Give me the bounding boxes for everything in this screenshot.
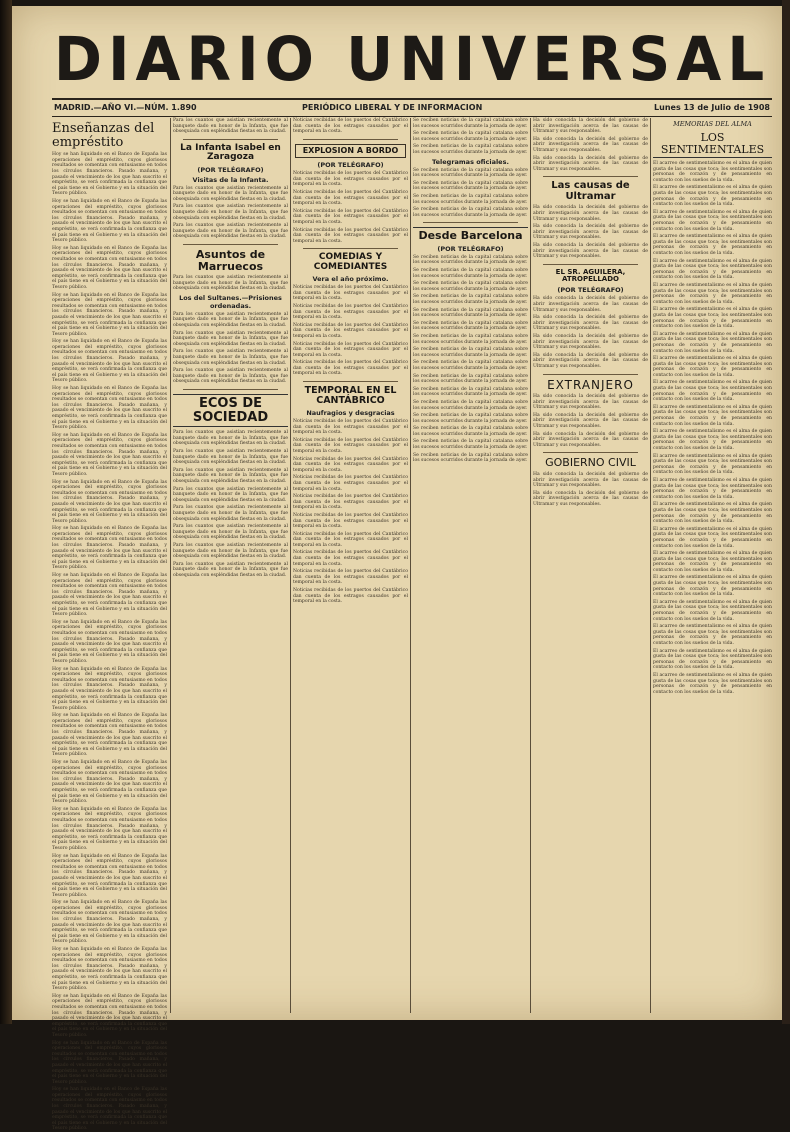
- subhead: (POR TELÉGRAFO): [317, 161, 384, 170]
- article-text: Ha sido conocida la decisión del gobierno de abrir investigación acerca de las causas de Ultramar y sus responsables.: [533, 394, 648, 411]
- article-text: Se reciben noticias de la capital catalana sobre los sucesos ocurridos durante la jornada de ayer.: [413, 118, 528, 129]
- article-text: Noticias recibidas de los puertos del Cantábrico dan cuenta de los estragos causados por el temporal en la costa.: [293, 569, 408, 586]
- article-text: Ha sido conocida la decisión del gobierno de abrir investigación acerca de las causas de Ultramar y sus responsables.: [533, 136, 648, 153]
- column-6: [653, 118, 772, 1013]
- article-text: Para los cuantos que asistían recientemente al banquete dado en honor de la Infanta, que fue obsequiada con espléndidas fiestas en la ciudad.: [173, 542, 288, 560]
- article-text: Hoy se han liquidado en el Banco de España las operaciones del empréstito, cuyos gloriosos resultados se comentan con entusiasmo en todos los círculos financieros. Pasado mañana, y pasado el vencimiento de los que han suscrito el empréstito, se verá confirmada la confianza que el país tiene en el Gobierno y en la situación del Tesoro público.: [52, 666, 167, 711]
- subhead: Naufragios y desgracias: [306, 409, 395, 418]
- article-text: Se reciben noticias de la capital catalana sobre los sucesos ocurridos durante la jornada de ayer.: [413, 167, 528, 179]
- article-text: Ha sido conocida la decisión del gobierno de abrir investigación acerca de las causas de Ultramar y sus responsables.: [533, 118, 648, 135]
- article-text: Se reciben noticias de la capital catalana sobre los sucesos ocurridos durante la jornada de ayer.: [413, 452, 528, 464]
- article-text: Para los cuantos que asistían recientemente al banquete dado en honor de la Infanta, que fue obsequiada con espléndidas fiestas en la ciudad.: [173, 561, 288, 578]
- headline-temporal: TEMPORAL EN EL CANTÁBRICO: [304, 385, 397, 407]
- article-text: El acarreo de sentimentalismo es el alma de quien gusta de las cosas que toca; los sentimentales son personas de corazón y de pensamiento en contacto con los sueños de la vida.: [653, 672, 772, 695]
- article-text: Para los cuantos que asistían recientemente al banquete dado en honor de la Infanta, que fue obsequiada con espléndidas fiestas en la ciudad.: [173, 449, 288, 466]
- article-text: Hoy se han liquidado en el Banco de España las operaciones del empréstito, cuyos gloriosos resultados se comentan con entusiasmo en todos los círculos financieros. Pasado mañana, y pasado el vencimiento de los que han suscrito el empréstito, se verá confirmada la confianza que el país tiene en el Gobierno y en la situación del Tesoro público.: [52, 479, 167, 524]
- article-text: Ha sido conocida la decisión del gobierno de abrir investigación acerca de las causas de Ultramar y sus responsables.: [533, 431, 648, 448]
- column-4: [413, 118, 528, 1013]
- headline-comedias: COMEDIAS Y COMEDIANTES: [313, 252, 388, 272]
- article-text: Hoy se han liquidado en el Banco de España las operaciones del empréstito, cuyos gloriosos resultados se comentan con entusiasmo en todos los círculos financieros. Pasado mañana, y pasado el vencimiento de los que han suscrito el empréstito, se verá confirmada la confianza que el país tiene en el Gobierno y en la situación del Tesoro público.: [52, 432, 167, 477]
- headline-extranjero: EXTRANJERO: [547, 377, 634, 392]
- subhead: Los del Sultanes.—Prisiones ordenadas.: [179, 293, 282, 310]
- article-text: Ha sido conocida la decisión del gobierno de abrir investigación acerca de las causas de Ultramar y sus responsables.: [533, 471, 648, 489]
- article-text: El acarreo de sentimentalismo es el alma de quien gusta de las cosas que toca; los sentimentales son personas de corazón y de pensamiento en contacto con los sueños de la vida.: [653, 258, 772, 281]
- article-text: Ha sido conocida la decisión del gobierno de abrir investigación acerca de las causas de Ultramar y sus responsables.: [533, 296, 648, 313]
- article-text: Se reciben noticias de la capital catalana sobre los sucesos ocurridos durante la jornada de ayer.: [413, 144, 528, 155]
- article-text: El acarreo de sentimentalismo es el alma de quien gusta de las cosas que toca; los sentimentales son personas de corazón y de pensamiento en contacto con los sueños de la vida.: [653, 282, 772, 305]
- article-text: Hoy se han liquidado en el Banco de España las operaciones del empréstito, cuyos gloriosos resultados se comentan con entusiasmo en todos los círculos financieros. Pasado mañana, y pasado el vencimiento de los que han suscrito el empréstito, se verá confirmada la confianza que el país tiene en el Gobierno y en la situación del Tesoro público.: [52, 573, 167, 618]
- article-text: Noticias recibidas de los puertos del Cantábrico dan cuenta de los estragos causados por el temporal en la costa.: [293, 550, 408, 567]
- article-text: Noticias recibidas de los puertos del Cantábrico dan cuenta de los estragos causados por el temporal en la costa.: [293, 285, 408, 302]
- article-text: El acarreo de sentimentalismo es el alma de quien gusta de las cosas que toca; los sentimentales son personas de corazón y de pensamiento en contacto con los sueños de la vida.: [653, 502, 772, 525]
- article-text: Hoy se han liquidado en el Banco de España las operaciones del empréstito, cuyos gloriosos resultados se comentan con entusiasmo en todos los círculos financieros. Pasado mañana, y pasado el vencimiento de los que han suscrito el empréstito, se verá confirmada la confianza que el país tiene en el Gobierno y en la situación del Tesoro público.: [52, 947, 167, 992]
- kicker: MEMORIAS DEL ALMA: [673, 120, 752, 128]
- article-text: Noticias recibidas de los puertos del Cantábrico dan cuenta de los estragos causados por el temporal en la costa.: [293, 171, 408, 188]
- article-text: Noticias recibidas de los puertos del Cantábrico dan cuenta de los estragos causados por el temporal en la costa.: [293, 227, 408, 244]
- article-text: Noticias recibidas de los puertos del Cantábrico dan cuenta de los estragos causados por el temporal en la costa.: [293, 341, 408, 358]
- article-text: Para los cuantos que asistían recientemente al banquete dado en honor de la Infanta, que fue obsequiada con espléndidas fiestas en la ciudad.: [173, 349, 288, 366]
- article-text: El acarreo de sentimentalismo es el alma de quien gusta de las cosas que toca; los sentimentales son personas de corazón y de pensamiento en contacto con los sueños de la vida.: [653, 356, 772, 378]
- column-1: [52, 118, 167, 1132]
- article-text: Noticias recibidas de los puertos del Cantábrico dan cuenta de los estragos causados por el temporal en la costa.: [293, 118, 408, 135]
- article-text: El acarreo de sentimentalismo es el alma de quien gusta de las cosas que toca; los sentimentales son personas de corazón y de pensamiento en contacto con los sueños de la vida.: [653, 599, 772, 622]
- article-text: Hoy se han liquidado en el Banco de España las operaciones del empréstito, cuyos gloriosos resultados se comentan con entusiasmo en todos los círculos financieros. Pasado mañana, y pasado el vencimiento de los que han suscrito el empréstito, se verá confirmada la confianza que el país tiene en el Gobierno y en la situación del Tesoro público.: [52, 1087, 167, 1132]
- article-text: Noticias recibidas de los puertos del Cantábrico dan cuenta de los estragos causados por el temporal en la costa.: [293, 456, 408, 473]
- article-text: El acarreo de sentimentalismo es el alma de quien gusta de las cosas que toca; los sentimentales son personas de corazón y de pensamiento en contacto con los sueños de la vida.: [653, 429, 772, 451]
- article-text: Ha sido conocida la decisión del gobierno de abrir investigación acerca de las causas de Ultramar y sus responsables.: [533, 155, 648, 172]
- article-text: Se reciben noticias de la capital catalana sobre los sucesos ocurridos durante la jornada de ayer.: [413, 333, 528, 345]
- subhead: (POR TELÉGRAFO): [557, 286, 624, 295]
- article-text: Para los cuantos que asistían recientemente al banquete dado en honor de la Infanta, que fue obsequiada con espléndidas fiestas en la ciudad.: [173, 185, 288, 202]
- article-text: El acarreo de sentimentalismo es el alma de quien gusta de las cosas que toca; los sentimentales son personas de corazón y de pensamiento en contacto con los sueños de la vida.: [653, 526, 772, 549]
- article-text: Se reciben noticias de la capital catalana sobre los sucesos ocurridos durante la jornada de ayer.: [413, 386, 528, 398]
- article-text: Hoy se han liquidado en el Banco de España las operaciones del empréstito, cuyos gloriosos resultados se comentan con entusiasmo en todos los círculos financieros. Pasado mañana, y pasado el vencimiento de los que han suscrito el empréstito, se verá confirmada la confianza que el país tiene en el Gobierno y en la situación del Tesoro público.: [52, 199, 167, 244]
- issue-number: MADRID.—AÑO VI.—NÚM. 1.890: [54, 103, 197, 112]
- article-text: Ha sido conocida la decisión del gobierno de abrir investigación acerca de las causas de Ultramar y sus responsables.: [533, 412, 648, 430]
- headline-aguilera: EL SR. AGUILERA, ATROPELLADO: [555, 267, 626, 284]
- article-text: Ha sido conocida la decisión del gobierno de abrir investigación acerca de las causas de Ultramar y sus responsables.: [533, 315, 648, 332]
- article-text: Hoy se han liquidado en el Banco de España las operaciones del empréstito, cuyos gloriosos resultados se comentan con entusiasmo en todos los círculos financieros. Pasado mañana, y pasado el vencimiento de los que han suscrito el empréstito, se verá confirmada la confianza que el país tiene en el Gobierno y en la situación del Tesoro público.: [52, 1040, 167, 1085]
- article-text: Ha sido conocida la decisión del gobierno de abrir investigación acerca de las causas de Ultramar y sus responsables.: [533, 242, 648, 260]
- article-text: Hoy se han liquidado en el Banco de España las operaciones del empréstito, cuyos gloriosos resultados se comentan con entusiasmo en todos los círculos financieros. Pasado mañana, y pasado el vencimiento de los que han suscrito el empréstito, se verá confirmada la confianza que el país tiene en el Gobierno y en la situación del Tesoro público.: [52, 806, 167, 851]
- article-text: Noticias recibidas de los puertos del Cantábrico dan cuenta de los estragos causados por el temporal en la costa.: [293, 303, 408, 321]
- article-text: El acarreo de sentimentalismo es el alma de quien gusta de las cosas que toca; los sentimentales son personas de corazón y de pensamiento en contacto con los sueños de la vida.: [653, 624, 772, 646]
- article-text: Hoy se han liquidado en el Banco de España las operaciones del empréstito, cuyos gloriosos resultados se comentan con entusiasmo en todos los círculos financieros. Pasado mañana, y pasado el vencimiento de los que han suscrito el empréstito, se verá confirmada la confianza que el país tiene en el Gobierno y en la situación del Tesoro público.: [52, 339, 167, 384]
- article-text: Noticias recibidas de los puertos del Cantábrico dan cuenta de los estragos causados por el temporal en la costa.: [293, 322, 408, 339]
- article-text: Se reciben noticias de la capital catalana sobre los sucesos ocurridos durante la jornada de ayer.: [413, 360, 528, 371]
- article-text: El acarreo de sentimentalismo es el alma de quien gusta de las cosas que toca; los sentimentales son personas de corazón y de pensamiento en contacto con los sueños de la vida.: [653, 453, 772, 476]
- article-text: Hoy se han liquidado en el Banco de España las operaciones del empréstito, cuyos gloriosos resultados se comentan con entusiasmo en todos los círculos financieros. Pasado mañana, y pasado el vencimiento de los que han suscrito el empréstito, se verá confirmada la confianza que el país tiene en el Gobierno y en la situación del Tesoro público.: [52, 619, 167, 664]
- article-text: Hoy se han liquidado en el Banco de España las operaciones del empréstito, cuyos gloriosos resultados se comentan con entusiasmo en todos los círculos financieros. Pasado mañana, y pasado el vencimiento de los que han suscrito el empréstito, se verá confirmada la confianza que el país tiene en el Gobierno y en la situación del Tesoro público.: [52, 713, 167, 758]
- article-text: El acarreo de sentimentalismo es el alma de quien gusta de las cosas que toca; los sentimentales son personas de corazón y de pensamiento en contacto con los sueños de la vida.: [653, 477, 772, 500]
- article-text: Ha sido conocida la decisión del gobierno de abrir investigación acerca de las causas de Ultramar y sus responsables.: [533, 333, 648, 351]
- article-text: Hoy se han liquidado en el Banco de España las operaciones del empréstito, cuyos gloriosos resultados se comentan con entusiasmo en todos los círculos financieros. Pasado mañana, y pasado el vencimiento de los que han suscrito el empréstito, se verá confirmada la confianza que el país tiene en el Gobierno y en la situación del Tesoro público.: [52, 526, 167, 571]
- article-text: El acarreo de sentimentalismo es el alma de quien gusta de las cosas que toca; los sentimentales son personas de corazón y de pensamiento en contacto con los sueños de la vida.: [653, 161, 772, 183]
- article-text: Se reciben noticias de la capital catalana sobre los sucesos ocurridos durante la jornada de ayer.: [413, 193, 528, 205]
- article-text: Noticias recibidas de los puertos del Cantábrico dan cuenta de los estragos causados por el temporal en la costa.: [293, 494, 408, 511]
- article-text: Para los cuantos que asistían recientemente al banquete dado en honor de la Infanta, que fue obsequiada con espléndidas fiestas en la ciudad.: [173, 204, 288, 221]
- article-text: Se reciben noticias de la capital catalana sobre los sucesos ocurridos durante la jornada de ayer.: [413, 347, 528, 358]
- article-text: El acarreo de sentimentalismo es el alma de quien gusta de las cosas que toca; los sentimentales son personas de corazón y de pensamiento en contacto con los sueños de la vida.: [653, 380, 772, 403]
- article-text: El acarreo de sentimentalismo es el alma de quien gusta de las cosas que toca; los sentimentales son personas de corazón y de pensamiento en contacto con los sueños de la vida.: [653, 331, 772, 354]
- article-text: Para los cuantos que asistían recientemente al banquete dado en honor de la Infanta, que fue obsequiada con espléndidas fiestas en la ciudad.: [173, 223, 288, 240]
- subhead: (POR TELÉGRAFO): [437, 244, 504, 253]
- subtitle: PERIÓDICO LIBERAL Y DE INFORMACION: [302, 103, 483, 112]
- headline-barcelona: Desde Barcelona: [413, 227, 528, 242]
- article-text: Para los cuantos que asistían recientemente al banquete dado en honor de la Infanta, que fue obsequiada con espléndidas fiestas en la ciudad.: [173, 311, 288, 329]
- headline-infanta: La Infanta Isabel en Zaragoza: [180, 142, 281, 163]
- columns: [52, 118, 772, 1132]
- subhead: (POR TELÉGRAFO): [197, 165, 264, 174]
- article-text: El acarreo de sentimentalismo es el alma de quien gusta de las cosas que toca; los sentimentales son personas de corazón y de pensamiento en contacto con los sueños de la vida.: [653, 307, 772, 330]
- newspaper-page: [12, 6, 782, 1132]
- article-text: Hoy se han liquidado en el Banco de España las operaciones del empréstito, cuyos gloriosos resultados se comentan con entusiasmo en todos los círculos financieros. Pasado mañana, y pasado el vencimiento de los que han suscrito el empréstito, se verá confirmada la confianza que el país tiene en el Gobierno y en la situación del Tesoro público.: [52, 386, 167, 431]
- article-text: Se reciben noticias de la capital catalana sobre los sucesos ocurridos durante la jornada de ayer.: [413, 439, 528, 451]
- article-text: Hoy se han liquidado en el Banco de España las operaciones del empréstito, cuyos gloriosos resultados se comentan con entusiasmo en todos los círculos financieros. Pasado mañana, y pasado el vencimiento de los que han suscrito el empréstito, se verá confirmada la confianza que el país tiene en el Gobierno y en la situación del Tesoro público.: [52, 292, 167, 337]
- article-text: Se reciben noticias de la capital catalana sobre los sucesos ocurridos durante la jornada de ayer.: [413, 373, 528, 385]
- article-text: Ha sido conocida la decisión del gobierno de abrir investigación acerca de las causas de Ultramar y sus responsables.: [533, 352, 648, 369]
- subhead: Telegramas oficiales.: [432, 157, 509, 166]
- article-text: Para los cuantos que asistían recientemente al banquete dado en honor de la Infanta, que fue obsequiada con espléndidas fiestas en la ciudad.: [173, 486, 288, 503]
- article-text: Se reciben noticias de la capital catalana sobre los sucesos ocurridos durante la jornada de ayer.: [413, 207, 528, 218]
- article-text: Ha sido conocida la decisión del gobierno de abrir investigación acerca de las causas de Ultramar y sus responsables.: [533, 205, 648, 222]
- article-text: Noticias recibidas de los puertos del Cantábrico dan cuenta de los estragos causados por el temporal en la costa.: [293, 208, 408, 225]
- article-text: Noticias recibidas de los puertos del Cantábrico dan cuenta de los estragos causados por el temporal en la costa.: [293, 512, 408, 530]
- article-text: Noticias recibidas de los puertos del Cantábrico dan cuenta de los estragos causados por el temporal en la costa.: [293, 419, 408, 436]
- article-text: Se reciben noticias de la capital catalana sobre los sucesos ocurridos durante la jornada de ayer.: [413, 131, 528, 142]
- article-text: Ha sido conocida la decisión del gobierno de abrir investigación acerca de las causas de Ultramar y sus responsables.: [533, 490, 648, 507]
- article-text: Hoy se han liquidado en el Banco de España las operaciones del empréstito, cuyos gloriosos resultados se comentan con entusiasmo en todos los círculos financieros. Pasado mañana, y pasado el vencimiento de los que han suscrito el empréstito, se verá confirmada la confianza que el país tiene en el Gobierno y en la situación del Tesoro público.: [52, 900, 167, 945]
- column-3: [293, 118, 408, 1013]
- article-text: El acarreo de sentimentalismo es el alma de quien gusta de las cosas que toca; los sentimentales son personas de corazón y de pensamiento en contacto con los sueños de la vida.: [653, 185, 772, 208]
- article-text: Se reciben noticias de la capital catalana sobre los sucesos ocurridos durante la jornada de ayer.: [413, 254, 528, 266]
- book-spine: [0, 0, 12, 1024]
- article-text: Para los cuantos que asistían recientemente al banquete dado en honor de la Infanta, que fue obsequiada con espléndidas fiestas en la ciudad.: [173, 275, 288, 292]
- article-text: Noticias recibidas de los puertos del Cantábrico dan cuenta de los estragos causados por el temporal en la costa.: [293, 588, 408, 605]
- headline-explosion: EXPLOSION A BORDO: [295, 144, 406, 158]
- headline-ultramar: Las causas de Ultramar: [551, 180, 630, 202]
- article-text: Para los cuantos que asistían recientemente al banquete dado en honor de la Infanta, que fue obsequiada con espléndidas fiestas en la ciudad.: [173, 118, 288, 135]
- article-text: Hoy se han liquidado en el Banco de España las operaciones del empréstito, cuyos gloriosos resultados se comentan con entusiasmo en todos los círculos financieros. Pasado mañana, y pasado el vencimiento de los que han suscrito el empréstito, se verá confirmada la confianza que el país tiene en el Gobierno y en la situación del Tesoro público.: [52, 245, 167, 290]
- headline-ecos: ECOS DE SOCIEDAD: [173, 394, 288, 427]
- subhead: Visitas de la Infanta.: [192, 175, 269, 184]
- article-text: Se reciben noticias de la capital catalana sobre los sucesos ocurridos durante la jornada de ayer.: [413, 426, 528, 437]
- article-text: Ha sido conocida la decisión del gobierno de abrir investigación acerca de las causas de Ultramar y sus responsables.: [533, 224, 648, 241]
- article-text: Hoy se han liquidado en el Banco de España las operaciones del empréstito, cuyos gloriosos resultados se comentan con entusiasmo en todos los círculos financieros. Pasado mañana, y pasado el vencimiento de los que han suscrito el empréstito, se verá confirmada la confianza que el país tiene en el Gobierno y en la situación del Tesoro público.: [52, 760, 167, 805]
- column-2: [173, 118, 288, 1013]
- article-text: Para los cuantos que asistían recientemente al banquete dado en honor de la Infanta, que fue obsequiada con espléndidas fiestas en la ciudad.: [173, 524, 288, 541]
- article-text: Hoy se han liquidado en el Banco de España las operaciones del empréstito, cuyos gloriosos resultados se comentan con entusiasmo en todos los círculos financieros. Pasado mañana, y pasado el vencimiento de los que han suscrito el empréstito, se verá confirmada la confianza que el país tiene en el Gobierno y en la situación del Tesoro público.: [52, 152, 167, 197]
- masthead-title: DIARIO UNIVERSAL: [53, 23, 771, 95]
- article-text: Se reciben noticias de la capital catalana sobre los sucesos ocurridos durante la jornada de ayer.: [413, 399, 528, 411]
- article-text: Se reciben noticias de la capital catalana sobre los sucesos ocurridos durante la jornada de ayer.: [413, 307, 528, 319]
- article-text: Se reciben noticias de la capital catalana sobre los sucesos ocurridos durante la jornada de ayer.: [413, 320, 528, 332]
- article-text: Para los cuantos que asistían recientemente al banquete dado en honor de la Infanta, que fue obsequiada con espléndidas fiestas en la ciudad.: [173, 467, 288, 485]
- article-text: El acarreo de sentimentalismo es el alma de quien gusta de las cosas que toca; los sentimentales son personas de corazón y de pensamiento en contacto con los sueños de la vida.: [653, 575, 772, 598]
- article-text: Noticias recibidas de los puertos del Cantábrico dan cuenta de los estragos causados por el temporal en la costa.: [293, 531, 408, 548]
- article-text: Se reciben noticias de la capital catalana sobre los sucesos ocurridos durante la jornada de ayer.: [413, 268, 528, 279]
- article-text: Para los cuantos que asistían recientemente al banquete dado en honor de la Infanta, que fue obsequiada con espléndidas fiestas en la ciudad.: [173, 505, 288, 522]
- issue-date: Lunes 13 de Julio de 1908: [654, 103, 770, 112]
- article-text: Noticias recibidas de los puertos del Cantábrico dan cuenta de los estragos causados por el temporal en la costa.: [293, 437, 408, 454]
- article-text: Hoy se han liquidado en el Banco de España las operaciones del empréstito, cuyos gloriosos resultados se comentan con entusiasmo en todos los círculos financieros. Pasado mañana, y pasado el vencimiento de los que han suscrito el empréstito, se verá confirmada la confianza que el país tiene en el Gobierno y en la situación del Tesoro público.: [52, 853, 167, 898]
- article-text: Noticias recibidas de los puertos del Cantábrico dan cuenta de los estragos causados por el temporal en la costa.: [293, 360, 408, 377]
- article-text: Se reciben noticias de la capital catalana sobre los sucesos ocurridos durante la jornada de ayer.: [413, 180, 528, 192]
- article-text: Se reciben noticias de la capital catalana sobre los sucesos ocurridos durante la jornada de ayer.: [413, 413, 528, 424]
- headline-emprestito: Enseñanzas del empréstito: [52, 121, 155, 150]
- page-edge: [782, 0, 790, 1024]
- article-text: Para los cuantos que asistían recientemente al banquete dado en honor de la Infanta, que fue obsequiada con espléndidas fiestas en la ciudad.: [173, 430, 288, 447]
- column-5: [533, 118, 648, 1013]
- article-text: Noticias recibidas de los puertos del Cantábrico dan cuenta de los estragos causados por el temporal en la costa.: [293, 189, 408, 207]
- article-text: El acarreo de sentimentalismo es el alma de quien gusta de las cosas que toca; los sentimentales son personas de corazón y de pensamiento en contacto con los sueños de la vida.: [653, 209, 772, 232]
- article-text: Para los cuantos que asistían recientemente al banquete dado en honor de la Infanta, que fue obsequiada con espléndidas fiestas en la ciudad.: [173, 330, 288, 347]
- headline-sentimentales: LOS SENTIMENTALES: [653, 132, 772, 158]
- article-text: Noticias recibidas de los puertos del Cantábrico dan cuenta de los estragos causados por el temporal en la costa.: [293, 475, 408, 492]
- article-text: El acarreo de sentimentalismo es el alma de quien gusta de las cosas que toca; los sentimentales son personas de corazón y de pensamiento en contacto con los sueños de la vida.: [653, 648, 772, 671]
- article-text: El acarreo de sentimentalismo es el alma de quien gusta de las cosas que toca; los sentimentales son personas de corazón y de pensamiento en contacto con los sueños de la vida.: [653, 404, 772, 427]
- subhead: Vera el año próximo.: [312, 275, 389, 284]
- article-text: Hoy se han liquidado en el Banco de España las operaciones del empréstito, cuyos gloriosos resultados se comentan con entusiasmo en todos los círculos financieros. Pasado mañana, y pasado el vencimiento de los que han suscrito el empréstito, se verá confirmada la confianza que el país tiene en el Gobierno y en la situación del Tesoro público.: [52, 993, 167, 1038]
- headline-gobierno-civil: GOBIERNO CIVIL: [545, 456, 636, 470]
- article-text: El acarreo de sentimentalismo es el alma de quien gusta de las cosas que toca; los sentimentales son personas de corazón y de pensamiento en contacto con los sueños de la vida.: [653, 234, 772, 256]
- article-text: Para los cuantos que asistían recientemente al banquete dado en honor de la Infanta, que fue obsequiada con espléndidas fiestas en la ciudad.: [173, 368, 288, 385]
- article-text: Se reciben noticias de la capital catalana sobre los sucesos ocurridos durante la jornada de ayer.: [413, 294, 528, 306]
- dateline: [52, 98, 772, 117]
- headline-marruecos: Asuntos de Marruecos: [195, 248, 266, 273]
- article-text: El acarreo de sentimentalismo es el alma de quien gusta de las cosas que toca; los sentimentales son personas de corazón y de pensamiento en contacto con los sueños de la vida.: [653, 551, 772, 573]
- article-text: Se reciben noticias de la capital catalana sobre los sucesos ocurridos durante la jornada de ayer.: [413, 281, 528, 292]
